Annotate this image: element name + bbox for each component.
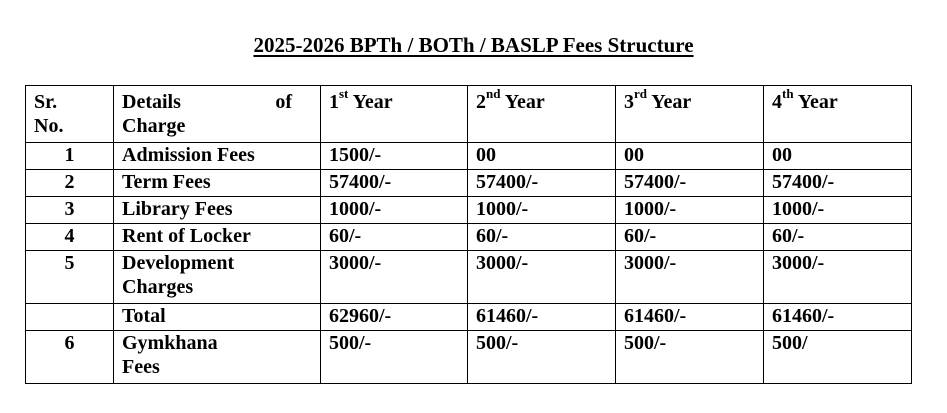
row-value: 1000/- [764,197,912,224]
row-sr: 2 [26,170,114,197]
row-detail-line1: Gymkhana [122,332,218,354]
row-sr: 5 [26,251,114,304]
table-row [26,251,912,304]
header-details-word1: Details [122,91,181,113]
header-sr-no [26,86,114,143]
row-value: 60/- [468,224,616,251]
row-sr: 4 [26,224,114,251]
row-sr: 6 [26,331,114,384]
row-value: 500/ [764,331,912,384]
row-value: 62960/- [321,304,468,331]
row-sr: 1 [26,143,114,170]
row-value: 61460/- [616,304,764,331]
table-row [26,224,912,251]
row-value: 60/- [616,224,764,251]
row-value: 60/- [764,224,912,251]
header-details-line2: Charge [122,115,186,137]
row-value: 1000/- [616,197,764,224]
row-detail: Admission Fees [114,143,321,170]
row-value: 60/- [321,224,468,251]
row-detail-line2: Charges [122,276,194,298]
row-value: 500/- [321,331,468,384]
header-sr-line1: Sr. [34,91,58,113]
table-row-total [26,304,912,331]
row-value: 61460/- [468,304,616,331]
row-value: 00 [468,143,616,170]
row-value: 3000/- [321,251,468,304]
row-value: 1000/- [468,197,616,224]
table-row [26,331,912,384]
row-value: 57400/- [468,170,616,197]
row-value: 3000/- [764,251,912,304]
row-detail [114,331,321,384]
table-row [26,197,912,224]
row-detail-line2: Fees [122,356,160,378]
row-detail: Total [114,304,321,331]
header-year-3: 3rd Year [616,86,764,143]
row-value: 1500/- [321,143,468,170]
row-sr: 3 [26,197,114,224]
row-value: 00 [616,143,764,170]
header-sr-line2: No. [34,115,64,137]
row-detail-line1: Development [122,252,235,274]
row-value: 00 [764,143,912,170]
row-value: 61460/- [764,304,912,331]
header-details-word2: of [275,91,292,113]
fees-table [25,85,912,384]
header-year-4: 4th Year [764,86,912,143]
row-detail: Library Fees [114,197,321,224]
header-year-1: 1st Year [321,86,468,143]
row-value: 57400/- [616,170,764,197]
row-value: 500/- [616,331,764,384]
row-value: 500/- [468,331,616,384]
row-value: 57400/- [321,170,468,197]
table-row [26,170,912,197]
header-details [114,86,321,143]
header-year-2: 2nd Year [468,86,616,143]
row-sr [26,304,114,331]
row-detail: Term Fees [114,170,321,197]
row-value: 57400/- [764,170,912,197]
row-value: 3000/- [468,251,616,304]
row-detail: Rent of Locker [114,224,321,251]
page-title: 2025-2026 BPTh / BOTh / BASLP Fees Structure [253,33,694,57]
row-value: 3000/- [616,251,764,304]
row-detail [114,251,321,304]
table-row [26,143,912,170]
row-value: 1000/- [321,197,468,224]
table-header-row [26,86,912,143]
